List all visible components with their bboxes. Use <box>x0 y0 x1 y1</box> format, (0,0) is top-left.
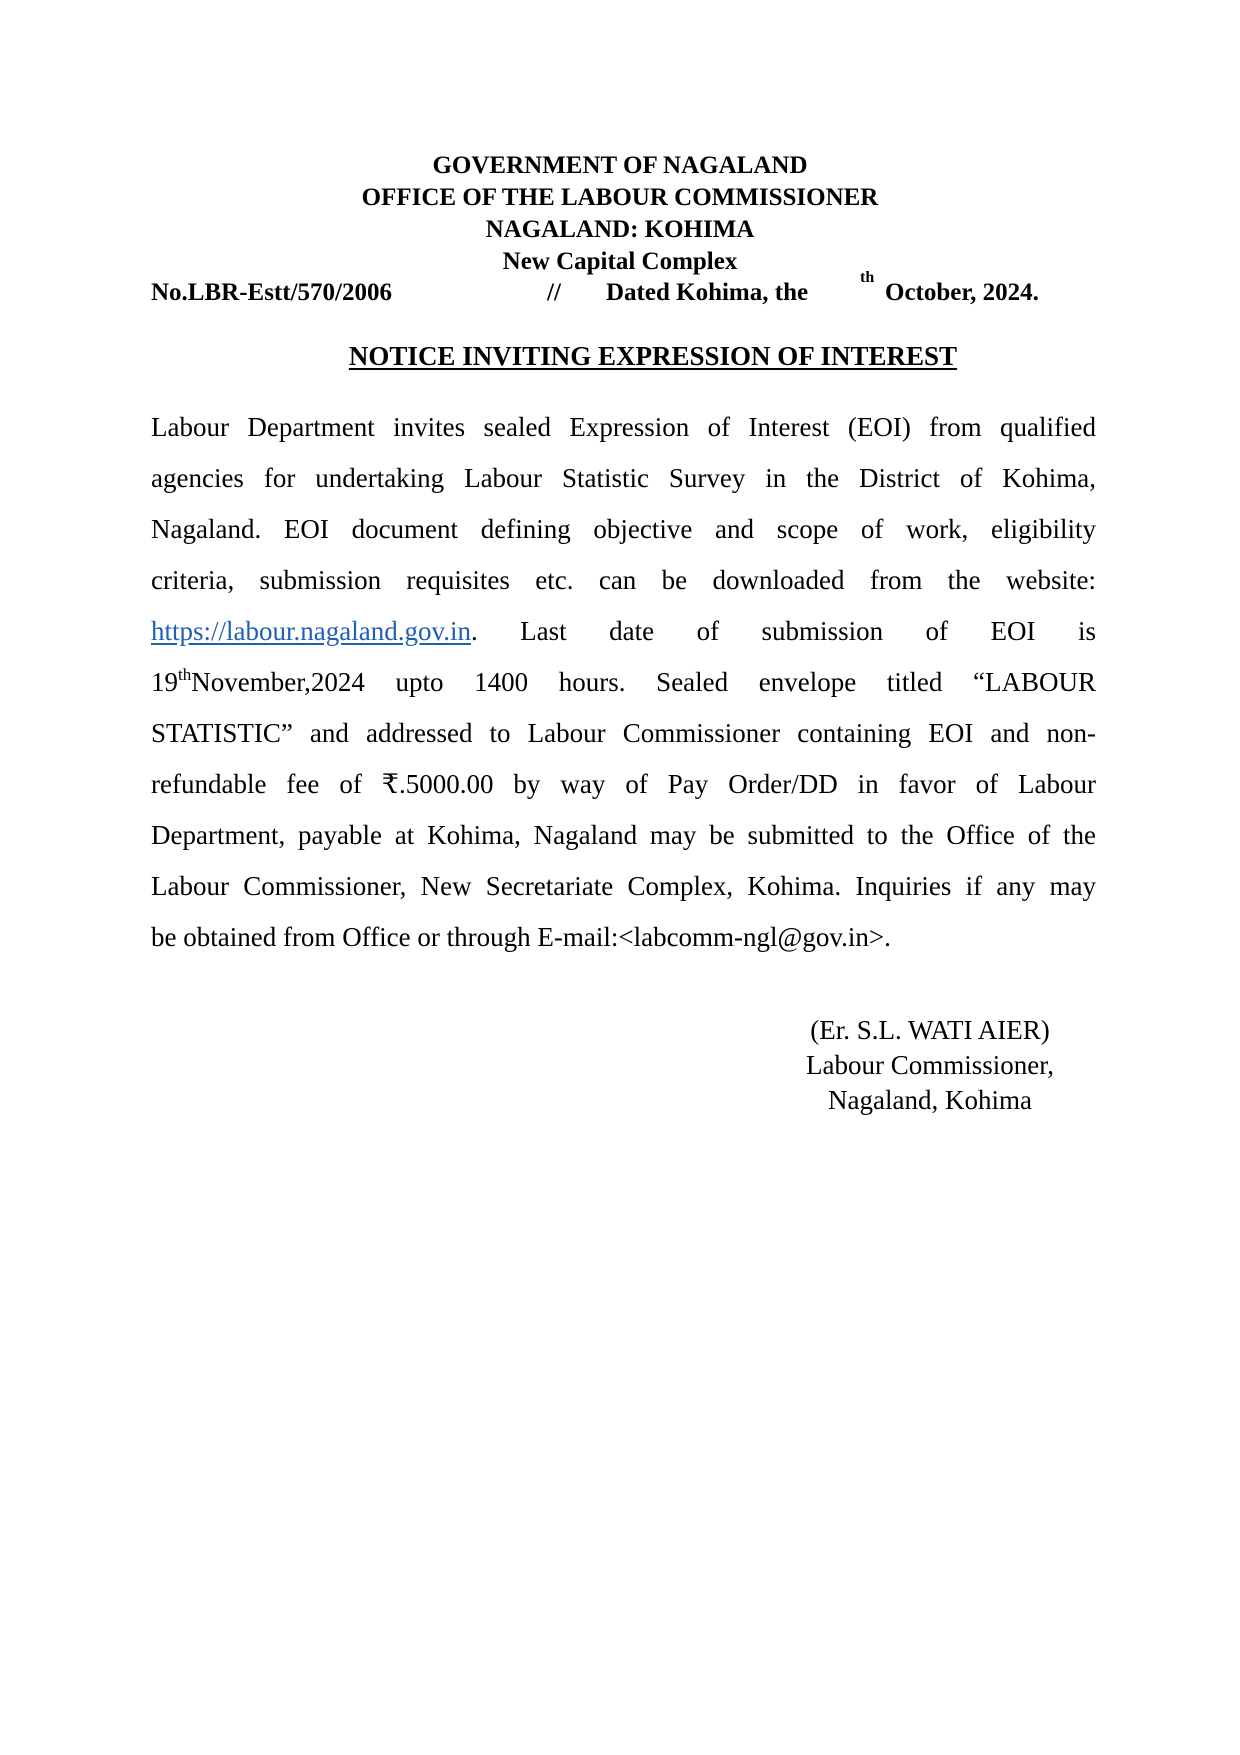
body-line: agencies for undertaking Labour Statistic Survey in the District of Kohima, <box>151 463 1096 493</box>
body-line: Department, payable at Kohima, Nagaland may be submitted to the Office of the <box>151 820 1096 850</box>
body-line <box>151 657 1096 708</box>
body-line-text: November,2024 upto 1400 hours. Sealed envelope titled “LABOUR <box>191 667 1096 697</box>
letterhead <box>0 150 1240 278</box>
reference-number: No.LBR-Estt/570/2006 <box>151 279 392 306</box>
body-line: STATISTIC” and addressed to Labour Commissioner containing EOI and non- <box>151 718 1096 748</box>
deadline-day: 19 <box>151 667 178 697</box>
body-line: Labour Commissioner, New Secretariate Complex, Kohima. Inquiries if any may <box>151 871 1096 901</box>
dated-label: Dated Kohima, the <box>606 279 809 306</box>
signatory-name: (Er. S.L. WATI AIER) <box>810 1015 1050 1045</box>
body-line: criteria, submission requisites etc. can be downloaded from the website: <box>151 565 1096 595</box>
government-name: GOVERNMENT OF NAGALAND <box>432 152 808 179</box>
date-month-year: October, 2024. <box>885 279 1039 306</box>
body-line: Nagaland. EOI document defining objective and scope of work, eligibility <box>151 514 1096 544</box>
signatory-designation: Labour Commissioner, <box>806 1050 1054 1080</box>
reference-separator: // <box>547 279 561 306</box>
notice-title: NOTICE INVITING EXPRESSION OF INTEREST <box>348 341 958 371</box>
office-name: OFFICE OF THE LABOUR COMMISSIONER <box>361 184 879 211</box>
signature-block <box>780 1013 1080 1118</box>
office-location: NAGALAND: KOHIMA <box>485 216 755 243</box>
body-line <box>151 606 1096 657</box>
body-line-text: . Last date of submission of EOI is <box>470 616 1096 646</box>
body-line: be obtained from Office or through E-mail:<labcomm-ngl@gov.in>. <box>151 922 891 952</box>
date-day-suffix: th <box>860 269 875 286</box>
office-address: New Capital Complex <box>502 248 738 275</box>
reference-line <box>151 269 1051 310</box>
body-line: refundable fee of ₹.5000.00 by way of Pay Order/DD in favor of Labour <box>151 769 1096 799</box>
signatory-place: Nagaland, Kohima <box>828 1085 1032 1115</box>
notice-body <box>151 402 1096 963</box>
deadline-day-suffix: th <box>178 665 192 684</box>
body-line: Labour Department invites sealed Expression of Interest (EOI) from qualified <box>151 412 1096 442</box>
website-link[interactable]: https://labour.nagaland.gov.in <box>151 616 471 646</box>
